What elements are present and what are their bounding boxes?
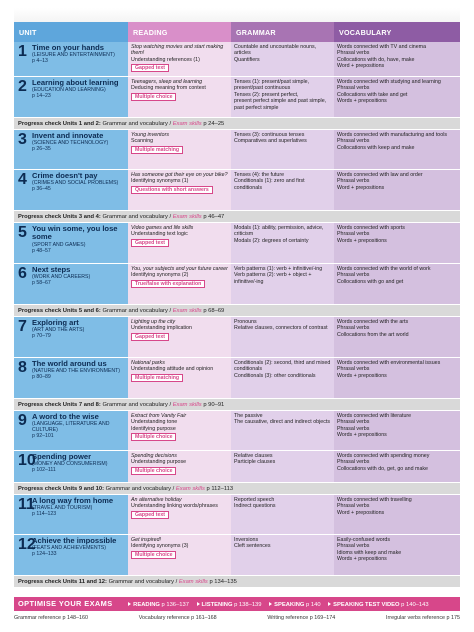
unit-cell[interactable] bbox=[14, 170, 128, 210]
reading-line: Understanding linking words/phrases bbox=[131, 503, 218, 510]
reading-line: You, your subjects and your future career bbox=[131, 266, 228, 272]
grammar-line: Quantifiers bbox=[234, 56, 260, 63]
vocab-line: Collocations with go and get bbox=[337, 278, 404, 285]
vocab-line: Phrasal verbs bbox=[337, 231, 370, 238]
grammar-line: Relative clauses, connectors of contrast bbox=[234, 325, 328, 332]
exam-task-tag: Gapped text bbox=[131, 239, 169, 247]
vocabulary-cell bbox=[334, 451, 460, 482]
reading-line: Understanding tone bbox=[131, 419, 178, 426]
unit-number: 8 bbox=[18, 359, 27, 376]
play-icon bbox=[197, 602, 200, 606]
vocab-line: Phrasal verbs bbox=[337, 459, 370, 466]
grammar-line: Comparatives and superlatives bbox=[234, 138, 307, 145]
unit-title: Achieve the impossible bbox=[32, 536, 117, 545]
unit-topic: (TRAVEL AND TOURISM) bbox=[32, 505, 93, 512]
progress-check-row[interactable]: Progress check Units 5 and 6: Grammar and vocabulary / Exam skills p 68–69 bbox=[14, 305, 460, 317]
grammar-line: Pronouns bbox=[234, 319, 257, 325]
reading-line: Understanding purpose bbox=[131, 459, 187, 466]
unit-page: p 102–111 bbox=[32, 467, 56, 474]
grammar-cell bbox=[231, 264, 334, 304]
unit-cell[interactable] bbox=[14, 317, 128, 357]
reading-line: Identifying synonyms (2) bbox=[131, 272, 189, 279]
vocabulary-cell bbox=[334, 130, 460, 169]
grammar-line: Modals (2): degrees of certainty bbox=[234, 237, 309, 244]
unit-row bbox=[14, 223, 460, 264]
grammar-line: Inversions bbox=[234, 537, 259, 543]
grammar-line: Countable and uncountable nouns, articles bbox=[234, 44, 317, 57]
reading-cell bbox=[128, 411, 231, 450]
unit-title: Spending power bbox=[32, 452, 92, 461]
grammar-reference-link[interactable]: Grammar reference p 148–160 bbox=[14, 615, 89, 621]
grammar-line: Cleft sentences bbox=[234, 543, 271, 550]
writing-reference-link[interactable]: Writing reference p 169–174 bbox=[267, 615, 336, 621]
reading-line: Understanding references (1) bbox=[131, 56, 200, 63]
reading-line: Understanding attitude and opinion bbox=[131, 366, 214, 373]
reading-line: Get inspired! bbox=[131, 537, 162, 543]
grammar-line: Tenses (1): present/past simple, bbox=[234, 79, 310, 85]
reading-line: Spending decisions bbox=[131, 453, 177, 459]
unit-topic: (LANGUAGE, LITERATURE AND CULTURE) bbox=[32, 421, 110, 434]
exam-task-tag: Multiple matching bbox=[131, 374, 183, 382]
reading-line: Identifying purpose bbox=[131, 425, 176, 432]
unit-number: 2 bbox=[18, 78, 27, 95]
reading-cell bbox=[128, 42, 231, 76]
play-icon bbox=[269, 602, 272, 606]
unit-page: p 36–45 bbox=[32, 186, 51, 193]
vocabulary-cell bbox=[334, 77, 460, 117]
vocab-line: Phrasal verbs bbox=[337, 138, 370, 145]
vocab-line: Phrasal verbs bbox=[337, 178, 370, 185]
unit-number: 6 bbox=[18, 265, 27, 282]
grammar-line: Relative clauses bbox=[234, 453, 273, 459]
video-play-icon bbox=[328, 602, 331, 606]
vocab-line: Easily-confused words bbox=[337, 537, 390, 543]
vocab-line: Idioms with keep and make bbox=[337, 549, 402, 556]
exam-task-tag: Multiple matching bbox=[131, 146, 183, 154]
grammar-cell bbox=[231, 411, 334, 450]
unit-topic: (FEATS AND ACHIEVEMENTS) bbox=[32, 545, 106, 552]
grammar-cell bbox=[231, 170, 334, 210]
reading-line: Lighting up the city bbox=[131, 319, 176, 325]
unit-topic: (SCIENCE AND TECHNOLOGY) bbox=[32, 140, 109, 147]
vocab-line: Words + prepositions bbox=[337, 432, 387, 439]
reading-cell bbox=[128, 535, 231, 575]
unit-page: p 14–23 bbox=[32, 93, 51, 100]
header-unit: UNIT bbox=[14, 22, 128, 42]
exam-task-tag: Questions with short answers bbox=[131, 186, 213, 194]
unit-topic: (CRIMES AND SOCIAL PROBLEMS) bbox=[32, 180, 119, 187]
unit-topic: (SPORT AND GAMES) bbox=[32, 241, 86, 248]
grammar-cell bbox=[231, 358, 334, 398]
header-reading: READING bbox=[128, 22, 231, 42]
contents-table bbox=[14, 22, 460, 588]
vocab-line: Phrasal verbs bbox=[337, 50, 370, 57]
header-grammar: GRAMMAR bbox=[231, 22, 334, 42]
unit-title: A word to the wise bbox=[32, 412, 99, 421]
unit-number: 11 bbox=[18, 496, 35, 513]
unit-page: p 4–13 bbox=[32, 58, 48, 65]
exam-task-tag: Gapped text bbox=[131, 333, 169, 341]
reading-line: Identifying synonyms (1) bbox=[131, 178, 189, 185]
unit-title: You win some, you lose some bbox=[32, 224, 118, 242]
vocab-line: Collocations with keep and make bbox=[337, 144, 415, 151]
top-strip bbox=[14, 8, 460, 22]
vocabulary-cell bbox=[334, 264, 460, 304]
reading-cell bbox=[128, 223, 231, 263]
grammar-line: Tenses (3): continuous tenses bbox=[234, 132, 305, 138]
vocab-line: Words connected with studying and learning bbox=[337, 79, 441, 85]
reading-cell bbox=[128, 264, 231, 304]
irregular-verbs-reference-link[interactable]: Irregular verbs reference p 175 bbox=[385, 615, 460, 621]
optimise-speaking[interactable]: SPEAKING p 140 bbox=[263, 602, 320, 608]
unit-page: p 114–123 bbox=[32, 511, 57, 518]
vocabulary-cell bbox=[334, 358, 460, 398]
vocab-line: Words connected with TV and cinema bbox=[337, 44, 427, 50]
exam-task-tag: Gapped text bbox=[131, 64, 169, 72]
vocab-line: Phrasal verbs bbox=[337, 503, 370, 510]
vocab-line: Phrasal verbs bbox=[337, 85, 370, 92]
reading-line: Identifying synonyms (3) bbox=[131, 543, 189, 550]
grammar-cell bbox=[231, 223, 334, 263]
unit-number: 3 bbox=[18, 131, 27, 148]
unit-cell[interactable] bbox=[14, 495, 128, 534]
exam-task-tag: True/false with explanation bbox=[131, 280, 205, 288]
vocab-line: Words + prepositions bbox=[337, 98, 387, 105]
grammar-cell bbox=[231, 535, 334, 575]
vocab-line: Collocations with take and get bbox=[337, 91, 408, 98]
unit-page: p 80–89 bbox=[32, 374, 51, 381]
reading-line: Scanning bbox=[131, 138, 154, 145]
unit-cell[interactable] bbox=[14, 411, 128, 450]
unit-row bbox=[14, 317, 460, 358]
unit-topic: (EDUCATION AND LEARNING) bbox=[32, 87, 106, 94]
unit-row bbox=[14, 411, 460, 451]
vocabulary-cell bbox=[334, 535, 460, 575]
reading-cell bbox=[128, 77, 231, 117]
vocabulary-cell bbox=[334, 42, 460, 76]
reading-cell bbox=[128, 317, 231, 357]
table-body bbox=[14, 42, 460, 588]
optimise-bar bbox=[14, 597, 460, 611]
vocab-line: Words connected with manufacturing and tools bbox=[337, 132, 448, 138]
unit-row bbox=[14, 264, 460, 305]
vocab-line: Phrasal verbs bbox=[337, 325, 370, 332]
vocab-line: Words + prepositions bbox=[337, 237, 387, 244]
unit-title: Next steps bbox=[32, 265, 71, 274]
vocabulary-cell bbox=[334, 411, 460, 450]
unit-cell[interactable] bbox=[14, 42, 128, 76]
vocab-line: Words connected with literature bbox=[337, 413, 412, 419]
grammar-cell bbox=[231, 451, 334, 482]
grammar-line: The passive bbox=[234, 413, 263, 419]
vocab-line: Collocations with do, get, go and make bbox=[337, 465, 428, 472]
unit-row bbox=[14, 358, 460, 399]
reading-line: National parks bbox=[131, 360, 165, 366]
vocabulary-cell bbox=[334, 317, 460, 357]
grammar-line: Verb patterns (1): verb + infinitive/-ing bbox=[234, 266, 323, 272]
unit-row bbox=[14, 495, 460, 535]
vocab-line: Words connected with law and order bbox=[337, 172, 423, 178]
vocab-line: Words connected with the world of work bbox=[337, 266, 431, 272]
unit-topic: (ART AND THE ARTS) bbox=[32, 327, 85, 334]
vocab-line: Word + prepositions bbox=[337, 509, 385, 516]
unit-cell[interactable] bbox=[14, 130, 128, 169]
unit-page: p 48–57 bbox=[32, 247, 51, 254]
vocab-line: Phrasal verbs bbox=[337, 425, 370, 432]
reading-cell bbox=[128, 451, 231, 482]
progress-check-row[interactable]: Progress check Units 3 and 4: Grammar and vocabulary / Exam skills p 46–47 bbox=[14, 211, 460, 223]
unit-number: 7 bbox=[18, 318, 27, 335]
grammar-line: Modals (1): ability, permission, advice, criticism bbox=[234, 225, 324, 238]
play-icon bbox=[128, 602, 131, 606]
vocab-line: Words connected with environmental issues bbox=[337, 360, 441, 366]
reading-line: Stop watching movies and start making them! bbox=[131, 44, 224, 57]
grammar-cell bbox=[231, 42, 334, 76]
unit-number: 5 bbox=[18, 224, 27, 241]
grammar-line: Tenses (4): the future bbox=[234, 172, 285, 178]
unit-title: The world around us bbox=[32, 359, 107, 368]
unit-number: 4 bbox=[18, 171, 27, 188]
unit-cell[interactable] bbox=[14, 223, 128, 263]
vocab-line: Words connected with the arts bbox=[337, 319, 409, 325]
unit-title: Learning about learning bbox=[32, 78, 119, 87]
reading-cell bbox=[128, 130, 231, 169]
grammar-cell bbox=[231, 77, 334, 117]
optimise-reading[interactable]: READING p 136–137 bbox=[122, 602, 189, 608]
unit-page: p 70–79 bbox=[32, 333, 51, 340]
unit-number: 12 bbox=[18, 536, 36, 553]
grammar-line: Participle clauses bbox=[234, 459, 276, 466]
vocab-line: Words connected with travelling bbox=[337, 497, 412, 503]
reading-cell bbox=[128, 170, 231, 210]
unit-row bbox=[14, 170, 460, 211]
unit-number: 10 bbox=[18, 452, 36, 469]
exam-task-tag: Multiple choice bbox=[131, 467, 176, 475]
reading-line: Video games and life skills bbox=[131, 225, 194, 231]
unit-row bbox=[14, 77, 460, 118]
vocab-line: Phrasal verbs bbox=[337, 366, 370, 373]
grammar-line: Conditionals (1): zero and first conditionals bbox=[234, 178, 305, 191]
unit-row bbox=[14, 130, 460, 170]
vocab-line: Collocations from the art world bbox=[337, 331, 409, 338]
vocabulary-cell bbox=[334, 223, 460, 263]
progress-check-row[interactable]: Progress check Units 9 and 10: Grammar and vocabulary / Exam skills p 112–113 bbox=[14, 483, 460, 495]
vocab-line: Words connected with sports bbox=[337, 225, 405, 231]
grammar-cell bbox=[231, 495, 334, 534]
reading-cell bbox=[128, 495, 231, 534]
vocab-line: Phrasal verbs bbox=[337, 543, 370, 550]
unit-number: 1 bbox=[18, 43, 27, 60]
vocab-line: Word + prepositions bbox=[337, 184, 385, 191]
grammar-line: Reported speech bbox=[234, 497, 275, 503]
optimise-video[interactable]: SPEAKING TEST VIDEO p 140–143 bbox=[322, 602, 428, 608]
reading-line: Teenagers, sleep and learning bbox=[131, 79, 203, 85]
reading-line: Deducing meaning from context bbox=[131, 85, 206, 92]
grammar-line: The causative, direct and indirect objects bbox=[234, 419, 330, 426]
unit-page: p 92–101 bbox=[32, 433, 54, 440]
table-header bbox=[14, 22, 460, 42]
reading-line: Extract from Vanity Fair bbox=[131, 413, 187, 419]
unit-topic: (WORK AND CAREERS) bbox=[32, 274, 91, 281]
grammar-line: present/past continuous bbox=[234, 85, 291, 92]
vocabulary-cell bbox=[334, 495, 460, 534]
exam-task-tag: Multiple choice bbox=[131, 93, 176, 101]
unit-page: p 124–133 bbox=[32, 551, 57, 558]
unit-topic: (MONEY AND CONSUMERISM) bbox=[32, 461, 108, 468]
unit-page: p 58–67 bbox=[32, 280, 51, 287]
vocab-line: Words connected with spending money bbox=[337, 453, 430, 459]
unit-number: 9 bbox=[18, 412, 27, 429]
unit-row bbox=[14, 42, 460, 77]
grammar-line: Indirect questions bbox=[234, 503, 276, 510]
grammar-line: present perfect simple and past simple, past perfect simple bbox=[234, 98, 327, 111]
progress-check-row[interactable]: Progress check Units 11 and 12: Grammar and vocabulary / Exam skills p 134–135 bbox=[14, 576, 460, 588]
unit-cell[interactable] bbox=[14, 451, 128, 482]
vocab-line: Phrasal verbs bbox=[337, 272, 370, 279]
unit-cell[interactable] bbox=[14, 77, 128, 117]
vocab-line: Phrasal verbs bbox=[337, 419, 370, 426]
grammar-line: Conditionals (3): other conditionals bbox=[234, 372, 316, 379]
grammar-line: Conditionals (2): second, third and mixed conditionals bbox=[234, 360, 331, 373]
unit-title: Crime doesn't pay bbox=[32, 171, 98, 180]
reading-line: Has someone got their eye on your bike? bbox=[131, 172, 228, 178]
unit-row bbox=[14, 535, 460, 576]
unit-title: Exploring art bbox=[32, 318, 79, 327]
grammar-line: Tenses (2): present perfect, bbox=[234, 91, 299, 98]
progress-check-row[interactable]: Progress check Units 1 and 2: Grammar and vocabulary / Exam skills p 24–25 bbox=[14, 118, 460, 130]
reading-line: Understanding implication bbox=[131, 325, 192, 332]
unit-topic: (LEISURE AND ENTERTAINMENT) bbox=[32, 52, 115, 59]
reference-links bbox=[14, 613, 460, 623]
optimise-title: OPTIMISE YOUR EXAMS bbox=[18, 599, 113, 608]
reading-cell bbox=[128, 358, 231, 398]
exam-task-tag: Gapped text bbox=[131, 511, 169, 519]
vocab-line: Words + prepositions bbox=[337, 372, 387, 379]
grammar-line: Verb patterns (2): verb + object + infinitive/-ing bbox=[234, 272, 312, 285]
unit-title: Invent and innovate bbox=[32, 131, 104, 140]
exam-task-tag: Multiple choice bbox=[131, 551, 176, 559]
reading-line: Understanding text logic bbox=[131, 231, 188, 238]
reading-line: Young inventors bbox=[131, 132, 169, 138]
vocabulary-cell bbox=[334, 170, 460, 210]
grammar-cell bbox=[231, 130, 334, 169]
unit-topic: (NATURE AND THE ENVIRONMENT) bbox=[32, 368, 120, 375]
unit-title: A long way from home bbox=[32, 496, 114, 505]
unit-page: p 26–35 bbox=[32, 146, 51, 153]
progress-check-row[interactable]: Progress check Units 7 and 8: Grammar and vocabulary / Exam skills p 90–91 bbox=[14, 399, 460, 411]
vocab-line: Collocations with do, have, make bbox=[337, 56, 415, 63]
header-vocabulary: VOCABULARY bbox=[334, 22, 460, 42]
vocab-line: Words + prepositions bbox=[337, 556, 387, 563]
optimise-listening[interactable]: LISTENING p 138–139 bbox=[191, 602, 262, 608]
unit-cell[interactable] bbox=[14, 535, 128, 575]
unit-title: Time on your hands bbox=[32, 43, 105, 52]
unit-cell[interactable] bbox=[14, 264, 128, 304]
unit-row bbox=[14, 451, 460, 483]
vocab-line: Word + prepositions bbox=[337, 63, 385, 70]
reading-line: An alternative holiday bbox=[131, 497, 182, 503]
vocabulary-reference-link[interactable]: Vocabulary reference p 161–168 bbox=[138, 615, 217, 621]
unit-cell[interactable] bbox=[14, 358, 128, 398]
grammar-cell bbox=[231, 317, 334, 357]
exam-task-tag: Multiple choice bbox=[131, 433, 176, 441]
